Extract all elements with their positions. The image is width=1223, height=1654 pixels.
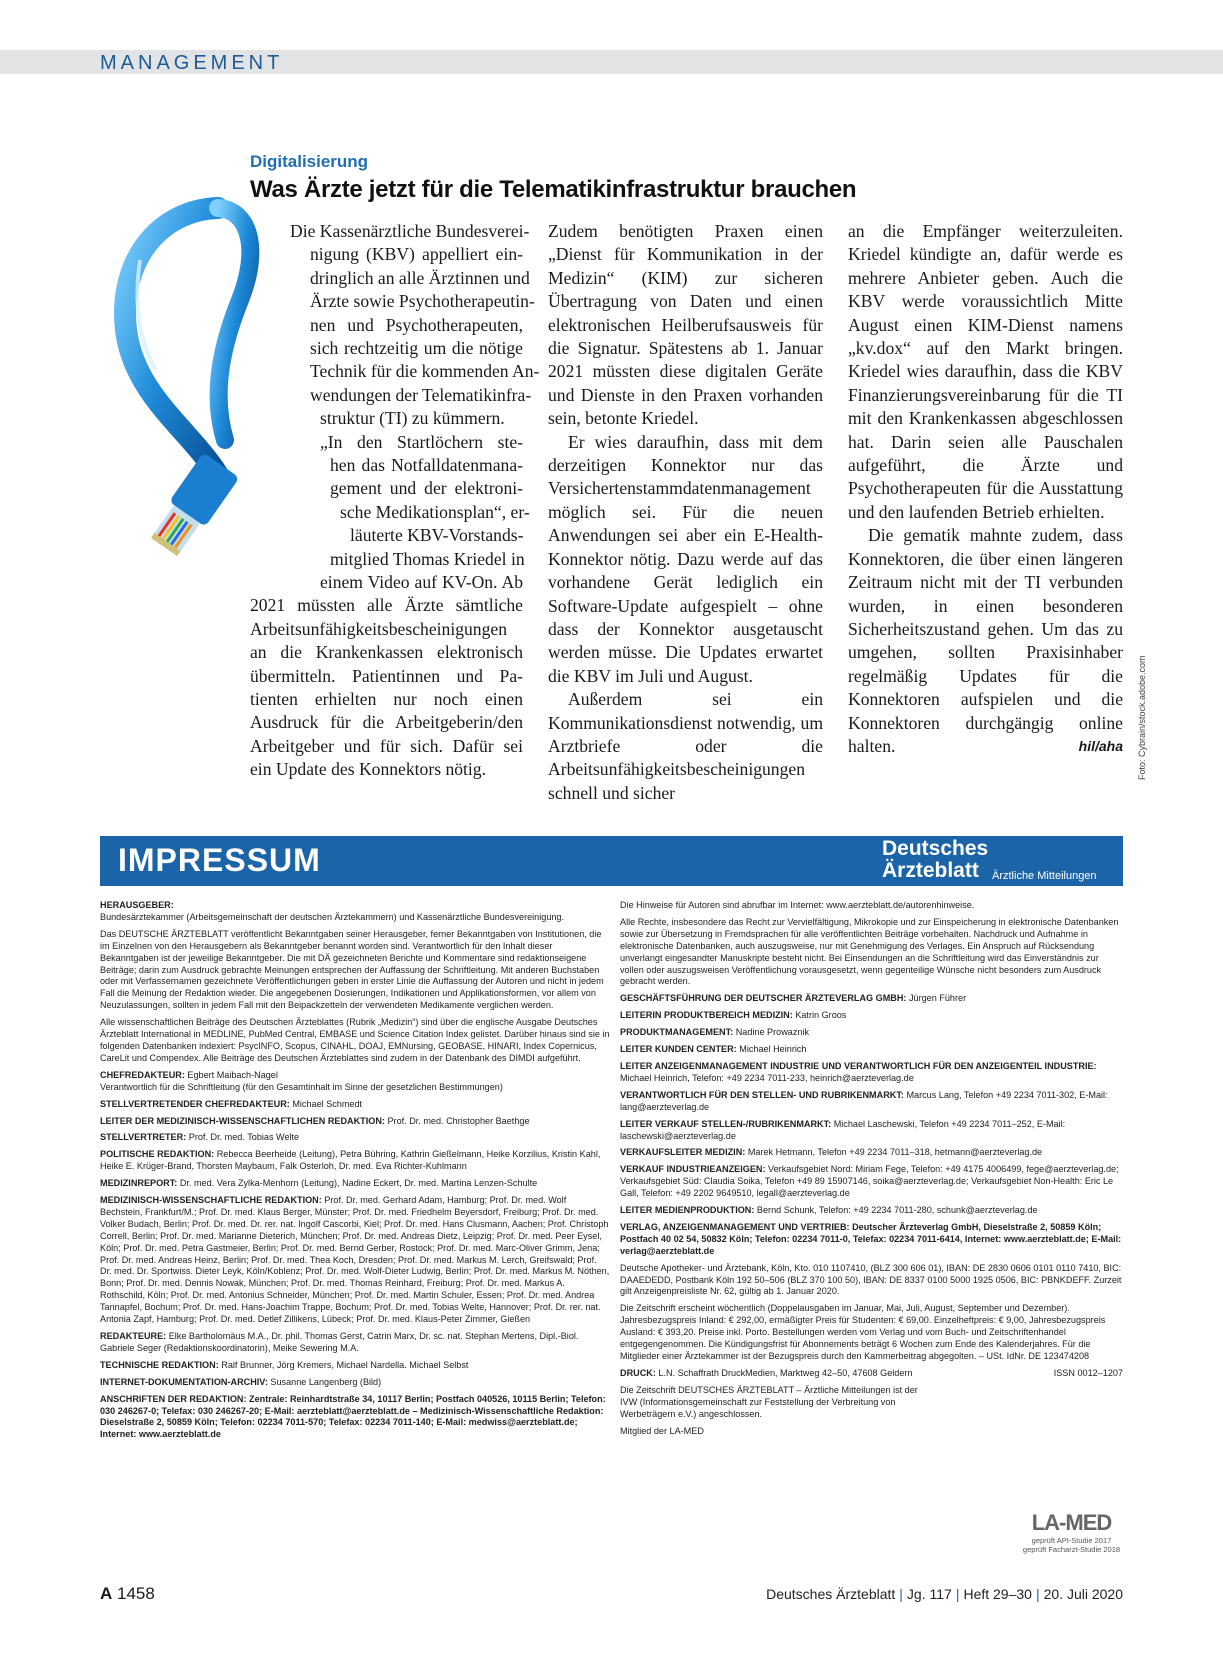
text-line: übermitteln. Patientinnen und Pa- [250, 665, 523, 686]
impressum-entry [100, 929, 610, 1012]
impressum-entry [620, 1147, 1123, 1159]
text-line: Ärzte sowie Psychotherapeutin- [310, 291, 535, 312]
impressum-right-column [620, 900, 1123, 1442]
impressum-entry [100, 1377, 610, 1389]
text-line: Arbeitsunfähigkeitsbescheinigungen [250, 618, 507, 639]
entry-text: Jürgen Führer [908, 993, 967, 1004]
page-number-value: 1458 [117, 1584, 155, 1603]
entry-text: Ralf Brunner, Jörg Kremers, Michael Nardella. Michael Selbst [221, 1359, 469, 1370]
text-line: sich rechtzeitig um die nötige [310, 338, 523, 358]
impressum-entry [100, 1017, 610, 1065]
journal-date: 20. Juli 2020 [1043, 1586, 1123, 1602]
entry-text: Susanne Langenberg (Bild) [270, 1376, 382, 1387]
entry-label: ANSCHRIFTEN DER REDAKTION: [100, 1393, 247, 1404]
impressum-entry [620, 1263, 1123, 1299]
brand-logo-line-1: Deutsches [882, 837, 989, 860]
entry-text: Egbert Maibach-Nagel [187, 1069, 278, 1080]
text-line: nigung (KBV) appelliert ein- [310, 244, 523, 265]
entry-label: VERKAUF INDUSTRIEANZEIGEN: [620, 1164, 766, 1175]
impressum-entry [100, 1360, 610, 1372]
network-cable-illustration [100, 190, 270, 590]
brand-logo-line-2: Ärzteblatt [882, 859, 979, 882]
entry-text: Marek Hetmann, Telefon +49 2234 7011–318, hetmann@aerzteverlag.de [747, 1147, 1043, 1158]
impressum-entry [100, 1132, 610, 1144]
page-prefix: A [100, 1584, 113, 1603]
entry-label: LEITER KUNDEN CENTER: [620, 1044, 737, 1055]
impressum-left-column [100, 900, 610, 1446]
entry-label: STELLVERTRETER: [100, 1132, 187, 1143]
text-line: ein Update des Konnektors nötig. [250, 759, 487, 780]
entry-label: INTERNET-DOKUMENTATION-ARCHIV: [100, 1376, 268, 1387]
entry-label: LEITER ANZEIGENMANAGEMENT INDUSTRIE UND VERANTWORTLICH FÜR DEN ANZEIGENTEIL INDUSTRIE: [620, 1060, 1097, 1071]
author-signature: hil/aha [1078, 737, 1123, 754]
impressum-entry [100, 1070, 610, 1082]
entry-text: Prof. Dr. med. Gerhard Adam, Hamburg; Prof. Dr. med. Wolf Bechstein, Frankfurt/M.; Prof. Dr. med. Klaus Berger, Münster; Prof. Dr. med. Friedhelm Beyersdorf, Freiburg; Prof. Dr. med. Volker Budach, Berlin; Prof. Dr. med. Dr. rer. nat. Ingolf Cascorbi, Kiel; Prof. Dr. med. Hans Clusmann, Aachen; Prof. Christoph Correll, Berlin; Prof. Dr. med. Marianne Dieterich, München; Prof. Dr. med. Andreas Dietz, Leipzig; Prof. Dr. med. Peer Eysel, Köln; Prof. Dr. med. Petra Gastmeier, Berlin; Prof. Dr. med. Bernd Gerber, Rostock; Prof. Dr. med. Marc-Oliver Grimm, Jena; Prof. Dr. med. Andreas Heinz, Berlin; Prof. Dr. med. Thea Koch, Dresden; Prof. Dr. med. Markus M. Lerch, Greifswald; Prof. Dr. med. Dr. Sportwiss. Dieter Leyk, Köln/Koblenz; Prof. Dr. med. Wolf-Dieter Ludwig, Berlin; Prof. Dr. med. Markus M. Nöthen, Bonn; Prof. Dr. med. Dennis Nowak, München; Prof. Dr. med. Thomas Reinhard, Freiburg; Prof. Dr. med. Markus A. Rothschild, Köln; Prof. Dr. med. Antonius Schneider, München; Prof. Dr. med. Martin Schuler, Essen; Prof. Dr. med. Andrea Tannapfel, Bochum; Prof. Dr. med. Hans-Joachim Trappe, Bochum; Prof. Dr. med. Tobias Welte, Hannover; Prof. Dr. rer. nat. Antonia Zapf, Hamburg; Prof. Dr. med. Detlef Zillikens, Lübeck; Prof. Dr. med. Klaus-Peter Zimmer, Gießen [100, 1195, 610, 1325]
entry-label: LEITER VERKAUF STELLEN-/RUBRIKENMARKT: [620, 1118, 832, 1129]
photo-credit: Foto: Cybrain/stock.adobe.com [1137, 655, 1147, 780]
text-line: sche Medikationsplan“, er- [340, 501, 530, 522]
paragraph: Er wies daraufhin, dass mit dem derzeitigen Konnektor nur das Versichertenstammdatenmanagement möglich sei. Für die neuen Anwendungen sei aber ein E-Health-Konnektor nötig. Dazu werde auf das vorhandene Gerät lediglich ein Software-Update aufgespielt – ohne dass der Konnektor ausgetauscht werden müsse. Die Updates erwartet die KBV im Juli und August. [548, 431, 823, 686]
impressum-entry [620, 1164, 1123, 1200]
journal-issue: Heft 29–30 [963, 1586, 1032, 1602]
text-line: läuterte KBV-Vorstands- [350, 525, 524, 546]
entry-text: Zentrale: Reinhardtstraße 34, 10117 Berlin; Postfach 040526, 10115 Berlin; Telefon: 030 246267-0; Telefax: 030 246267-20; E-Mail: aerzteblatt@aerzteblatt.de – Medizinisch-Wissenschaftliche Redaktion: Dieselstraße 2, 50859 Köln; Telefon: 02234 7011-570; Telefax: 02234 7011-140; E-Mail: medwiss@aerzteblatt.de; Internet: www.aerzteblatt.de [100, 1393, 606, 1440]
paragraph: Außerdem sei ein Kommunikationsdienst notwendig, um Arztbriefe oder die Arbeitsunfähigkeitsbescheinigungen schnell und sicher [548, 689, 823, 803]
page-number [100, 1584, 155, 1604]
text-line: mitglied Thomas Kriedel in [330, 548, 525, 569]
impressum-entry [100, 1394, 610, 1442]
text-line: einem Video auf KV-On. Ab [320, 572, 523, 592]
text-line: wendungen der Telematikinfra- [310, 384, 532, 405]
impressum-entry [100, 1178, 610, 1190]
entry-label: DRUCK: [620, 1367, 656, 1378]
text-line: dringlich an alle Ärztinnen und [310, 267, 530, 288]
entry-text: Elke Bartholomäus M.A., Dr. phil. Thomas Gerst, Catrin Marx, Dr. sc. nat. Stephan Mertens, Dipl.-Biol. Gabriele Seger (Redaktionskoordinatorin), Meike Sewering M.A. [100, 1331, 579, 1353]
entry-text: Prof. Dr. med. Tobias Welte [188, 1132, 300, 1143]
entry-text: Michael Schmedt [292, 1098, 363, 1109]
impressum-entry [620, 1205, 1123, 1217]
entry-text: Michael Heinrich [739, 1044, 807, 1055]
entry-text: Bundesärztekammer (Arbeitsgemeinschaft der deutschen Ärztekammern) und Kassenärztliche Bundesvereinigung. [100, 911, 565, 922]
entry-label: TECHNISCHE REDAKTION: [100, 1359, 219, 1370]
entry-label: PRODUKTMANAGEMENT: [620, 1027, 734, 1038]
entry-text: Mitglied der LA-MED [620, 1425, 704, 1436]
entry-text: Marcus Lang, Telefon +49 2234 7011-302, E-Mail: lang@aerzteverlag.de [620, 1089, 1108, 1112]
entry-text: Die Zeitschrift erscheint wöchentlich (Doppelausgaben im Januar, Mai, Juli, August, September und Dezember). Jahresbezugspreis Inland: € 292,00, ermäßigter Preis für Studenten: € 69,00. Einzelheftpreis: € 9,00, Jahresbezugspreis Ausland: € 393,20. Preise inkl. Porto. Bestellungen werden vom Verlag und vom Buch- und Zeitschriftenhandel entgegengenommen. Die Kündigungsfrist für Abonnements beträgt 6 Wochen zum Ende des Kalenderjahres. Für die Mitglieder einer Ärztekammer ist der Bezugspreis durch den Kammerbeitrag abgegolten. – USt. IdNr. DE 123474208 [620, 1303, 1106, 1361]
text-line: Arbeitgeber und für sich. Dafür sei [250, 735, 523, 756]
entry-label: GESCHÄFTSFÜHRUNG DER DEUTSCHER ÄRZTEVERLAG GMBH: [620, 993, 907, 1004]
entry-label: POLITISCHE REDAKTION: [100, 1149, 215, 1160]
text-line: nen und Psychotherapeuten, [310, 314, 523, 335]
entry-label: VERANTWORTLICH FÜR DEN STELLEN- UND RUBRIKENMARKT: [620, 1089, 904, 1100]
entry-text: Alle wissenschaftlichen Beiträge des Deutschen Ärzteblattes (Rubrik „Medizin“) sind über die englische Ausgabe Deutsches Ärzteblatt International in MEDLINE, PubMed Central, EMBASE und Science Citation Index gelistet. Darüber hinaus sind sie in folgenden Datenbanken indexiert: PsycINFO, Scopus, CINAHL, DOAJ, EMNursing, GEOBASE, HINARI, Index Copernicus, CareLit und Compendex. Alle Beiträge des Deutschen Ärzteblattes sind zudem in der Datenbank des DIMDI aufgeführt. [100, 1017, 610, 1063]
impressum-entry [620, 1010, 1123, 1022]
entry-text: Verkaufsgebiet Nord: Miriam Fege, Telefon: +49 4175 4006499, fege@aerzteverlag.de; Verkaufsgebiet Süd: Claudia Soika, Telefon +49 89 15907146, soika@aerzteverlag.de; Verkaufsgebiet Non-Health: Eric Le Gall, Telefon: +49 2202 9649510, legall@aerzteverlag.de [620, 1164, 1119, 1199]
impressum-entry [620, 1119, 1123, 1143]
text-line: 2021 müssten alle Ärzte sämtliche [250, 595, 523, 616]
entry-label: STELLVERTRETENDER CHEFREDAKTEUR: [100, 1098, 290, 1109]
section-label: MANAGEMENT [100, 52, 284, 74]
impressum-entry [100, 1082, 610, 1094]
journal-name: Deutsches Ärzteblatt [766, 1586, 896, 1602]
impressum-entry [620, 1027, 1123, 1039]
impressum-entry [100, 1149, 610, 1173]
impressum-entry [620, 1044, 1123, 1056]
text-line: struktur (TI) zu kümmern. [320, 408, 505, 429]
text-line: „In den Startlöchern ste- [320, 431, 523, 452]
impressum-entry [100, 900, 610, 924]
entry-label: VERLAG, ANZEIGENMANAGEMENT UND VERTRIEB: [620, 1221, 850, 1232]
entry-text: Das DEUTSCHE ÄRZTEBLATT veröffentlicht Bekanntgaben seiner Herausgeber, ferner Bekanntgaben von Institutionen, die im Einzelnen von den Herausgebern als Bekanntgeber benannt worden sind. Verantwortlich für den Inhalt dieser Bekanntgaben ist der jeweilige Bekanntgeber. Die mit DÄ gezeichneten Berichte und Kommentare sind redaktionseigene Beiträge; darin zum Ausdruck gebrachte Meinungen entsprechen der Auffassung der Schriftleitung. Mit anderen Buchstaben oder mit Verfassernamen gezeichnete Veröffentlichungen geben in erster Linie die Auffassung der Autoren und nicht in jedem Fall die Meinung der Redaktion wieder. Die angegebenen Dosierungen, Indikationen und Applikationsformen, vor allem von Neuzulassungen, sollten in jedem Fall mit den Beipackzetteln der verwendeten Medikamente verglichen werden. [100, 928, 604, 1011]
entry-text: Deutscher Ärzteverlag GmbH, Dieselstraße 2, 50859 Köln; Postfach 40 02 54, 50832 Köln; Telefon: 02234 7011-0, Telefax: 02234 7011-6414, Internet: www.aerzteblatt.de; E-Mail: verlag@aerzteblatt.de [620, 1221, 1122, 1256]
entry-text: L.N. Schaffrath DruckMedien, Marktweg 42–50, 47608 Geldern [658, 1367, 913, 1378]
lamed-logo: LA-MED [1031, 1510, 1112, 1535]
issn: ISSN 0012–1207 [1053, 1367, 1123, 1378]
impressum-entry [100, 1331, 610, 1355]
impressum-entry [620, 1385, 920, 1421]
entry-label: HERAUSGEBER: [100, 900, 174, 910]
article-column-2 [548, 220, 823, 805]
paragraph: an die Empfänger weiterzuleiten. Kriedel kündigte an, dafür werde es mehrere Anbieter geben. Auch die KBV werde voraussichtlich Mitte August einen KIM-Dienst namens „kv.dox“ auf den Markt bringen. Kriedel wies daraufhin, dass die KBV Finanzierungsvereinbarung für die TI mit den Krankenkassen abgeschlossen hat. Darin seien alle Pauschalen aufgeführt, die Ärzte und Psychotherapeuten für die Ausstattung und den laufenden Betrieb erhielten. [848, 221, 1123, 522]
impressum-entry [620, 1061, 1123, 1085]
text-line: an die Krankenkassen elektronisch [250, 642, 523, 663]
paragraph-text: Die gematik mahnte zudem, dass Konnektoren, die über einen längeren Zeitraum nicht mit der TI verbunden wurden, in einen besonderen Sicherheitszustand gehen. Um das zu umgehen, sollten Praxisinhaber regelmäßig Updates für die Konnektoren aufspielen und die Konnektoren durchgängig online halten. [848, 525, 1123, 756]
text-line: hen das Notfalldatenmana- [330, 455, 523, 475]
entry-label: VERKAUFSLEITER MEDIZIN: [620, 1147, 746, 1158]
impressum-entry [620, 1090, 1123, 1114]
impressum-entry [620, 1368, 1123, 1380]
entry-text: Michael Laschewski, Telefon +49 2234 7011–252, E-Mail: laschewski@aerzteverlag.de [620, 1118, 1066, 1141]
impressum-entry [100, 1116, 610, 1128]
entry-text: Rebecca Beerheide (Leitung), Petra Bühring, Kathrin Gießelmann, Heike Korzilius, Kristin Kahl, Heike E. Krüger-Brand, Thorsten Maybaum, Falk Osterloh, Dr. med. Eva Richter-Kuhlmann [100, 1149, 601, 1172]
impressum-entry [100, 1099, 610, 1111]
text-line: Technik für die kommenden An- [310, 361, 540, 382]
impressum-entry [620, 900, 1123, 912]
lamed-note-1: geprüft API-Studie 2017 [1031, 1536, 1112, 1545]
entry-label: LEITER DER MEDIZINISCH-WISSENSCHAFTLICHEN REDAKTION: [100, 1115, 385, 1126]
text-line: gement und der elektroni- [330, 478, 523, 499]
entry-label: LEITER MEDIENPRODUKTION: [620, 1205, 755, 1216]
impressum-title: IMPRESSUM [118, 842, 321, 878]
entry-label: MEDIZINREPORT: [100, 1178, 178, 1189]
journal-volume: Jg. 117 [906, 1586, 952, 1602]
brand-subtitle: Ärztliche Mitteilungen [992, 870, 1097, 882]
entry-text: Verantwortlich für die Schriftleitung (für den Gesamtinhalt im Sinne der gesetzlichen Bestimmungen) [100, 1081, 503, 1092]
journal-footer: Deutsches Ärzteblatt | Jg. 117 | Heft 29–30 | 20. Juli 2020 [766, 1586, 1123, 1602]
entry-label: LEITERIN PRODUKTBEREICH MEDIZIN: [620, 1010, 793, 1021]
entry-text: Michael Heinrich, Telefon: +49 2234 7011-233, heinrich@aerzteverlag.de [620, 1072, 914, 1083]
text-line: Die Kassenärztliche Bundesverei- [290, 221, 530, 241]
article-headline: Was Ärzte jetzt für die Telematikinfrastruktur brauchen [250, 176, 857, 203]
entry-text: Dr. med. Vera Zylka-Menhorn (Leitung), Nadine Eckert, Dr. med. Martina Lenzen-Schulte [179, 1178, 538, 1189]
impressum-entry [620, 993, 1123, 1005]
text-line: tienten erhielten nur noch einen [250, 689, 523, 709]
entry-text: Alle Rechte, insbesondere das Recht zur Vervielfältigung, Mikrokopie und zur Einspeicherung in elektronische Datenbanken sowie zur Übersetzung in Fremdsprachen für alle veröffentlichten Beiträge vorbehalten. Nachdruck und Aufnahme in elektronische Datenbanken, auch auszugsweise, nur mit Genehmigung des Verlages. Ein Anspruch auf Rücksendung unverlangt eingesandter Manuskripte besteht nicht. Bei Einsendungen an die Schriftleitung wird das Einverständnis zur vollen oder auszugsweisen Veröffentlichung vorausgesetzt, wenn gegenteilige Wünsche nicht besonders zum Ausdruck gebracht werden. [620, 916, 1119, 987]
impressum-entry [620, 917, 1123, 988]
text-line: Ausdruck für die Arbeitgeberin/den [250, 712, 523, 733]
entry-label: MEDIZINISCH-WISSENSCHAFTLICHE REDAKTION: [100, 1195, 322, 1206]
article-column-3 [848, 220, 1123, 758]
impressum-entry [100, 1195, 610, 1326]
paragraph [848, 524, 1123, 758]
entry-text: Die Hinweise für Autoren sind abrufbar im Internet: www.aerzteblatt.de/autorenhinweise. [620, 900, 975, 910]
entry-text: Nadine Prowaznik [735, 1027, 809, 1038]
lamed-badge [1020, 1510, 1123, 1554]
entry-text: Die Zeitschrift DEUTSCHES ÄRZTEBLATT – Ärztliche Mitteilungen ist der IVW (Informationsgemeinschaft zur Feststellung der Verbreitung von Werbeträgern e.V.) angeschlossen. [620, 1384, 918, 1419]
entry-label: REDAKTEURE: [100, 1331, 167, 1341]
entry-text: Deutsche Apotheker- und Ärztebank, Köln, Kto. 010 1107410, (BLZ 300 606 01), IBAN: DE 2830 0606 0101 0110 7410, BIC: DAAEDEDD, Postbank Köln 192 50–506 (BLZ 370 100 50), IBAN: DE 8337 0100 5000 1925 0506, BIC: PBNKDEFF. Zurzeit gilt Anzeigenpreisliste Nr. 62, gültig ab 1. Januar 2020. [620, 1262, 1122, 1297]
impressum-entry [620, 1222, 1123, 1258]
entry-text: Katrin Groos [795, 1010, 847, 1021]
impressum-entry [620, 1303, 1123, 1363]
entry-text: Prof. Dr. med. Christopher Baethge [387, 1115, 530, 1126]
paragraph: Zudem benötigten Praxen einen „Dienst für Kommunikation in der Medizin“ (KIM) zur sicheren Übertragung von Daten und einen elektronischen Heilberufsausweis für die Signatur. Spätestens ab 1. Januar 2021 müssten diese digitalen Geräte und Dienste in den Praxen vorhanden sein, betonte Kriedel. [548, 221, 823, 429]
impressum-entry [620, 1426, 1123, 1438]
entry-label: CHEFREDAKTEUR: [100, 1069, 185, 1080]
lamed-note-2: geprüft Facharzt-Studie 2018 [1022, 1545, 1121, 1554]
article-kicker: Digitalisierung [250, 152, 369, 171]
entry-text: Bernd Schunk, Telefon: +49 2234 7011-280, schunk@aerzteverlag.de [756, 1205, 1038, 1216]
